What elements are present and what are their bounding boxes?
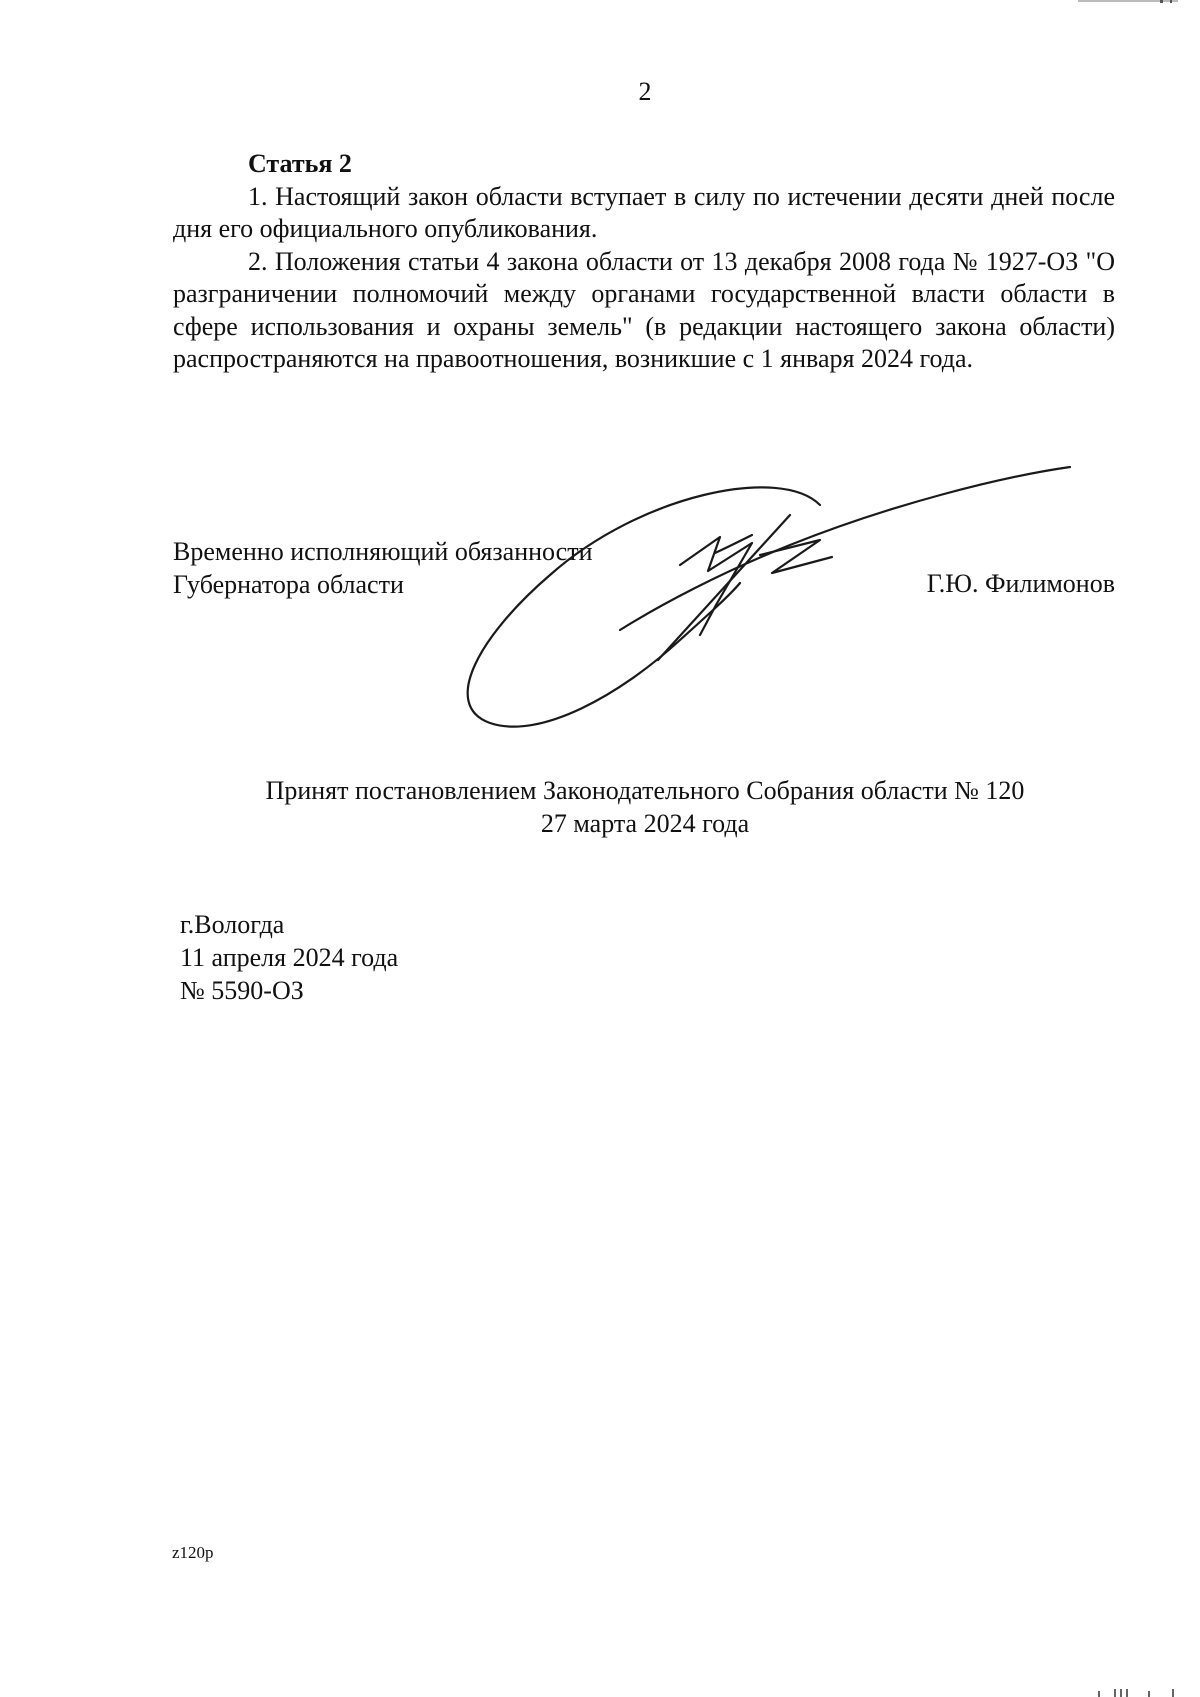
article-title: Статья 2 bbox=[248, 149, 352, 178]
law-number: № 5590-ОЗ bbox=[180, 976, 304, 1005]
signatory-position-line1: Временно исполняющий обязанности bbox=[173, 537, 593, 566]
handwritten-signature-icon bbox=[460, 455, 1080, 755]
article-paragraph-1: 1. Настоящий закон области вступает в силу по истечении десяти дней после дня его официального опубликования. bbox=[173, 181, 1115, 243]
scan-artifact-top bbox=[1078, 0, 1178, 3]
page-number: 2 bbox=[638, 77, 652, 106]
place-date-block bbox=[180, 908, 398, 1007]
adoption-date: 27 марта 2024 года bbox=[540, 809, 750, 838]
article-paragraph-2: 2. Положения статьи 4 закона области от 13 декабря 2008 года № 1927-ОЗ "О разграничении полномочий между органами государственной власти области в сфере использования и охраны земель" (в редакции настоящего закона области) распространяются на правоотношения, возникшие с 1 января 2024 года. bbox=[173, 246, 1115, 373]
city: г.Вологда bbox=[180, 910, 285, 939]
adoption-line1: Принят постановлением Законодательного Собрания области № 120 bbox=[265, 776, 1025, 805]
signatory-name: Г.Ю. Филимонов bbox=[926, 569, 1115, 598]
article-section bbox=[173, 148, 1115, 376]
signatory-position-line2: Губернатора области bbox=[173, 569, 404, 599]
scan-artifact-bottom bbox=[1088, 1689, 1178, 1697]
document-code: z120p bbox=[172, 1543, 214, 1562]
adoption-note bbox=[0, 774, 1200, 840]
law-date: 11 апреля 2024 года bbox=[180, 943, 399, 972]
